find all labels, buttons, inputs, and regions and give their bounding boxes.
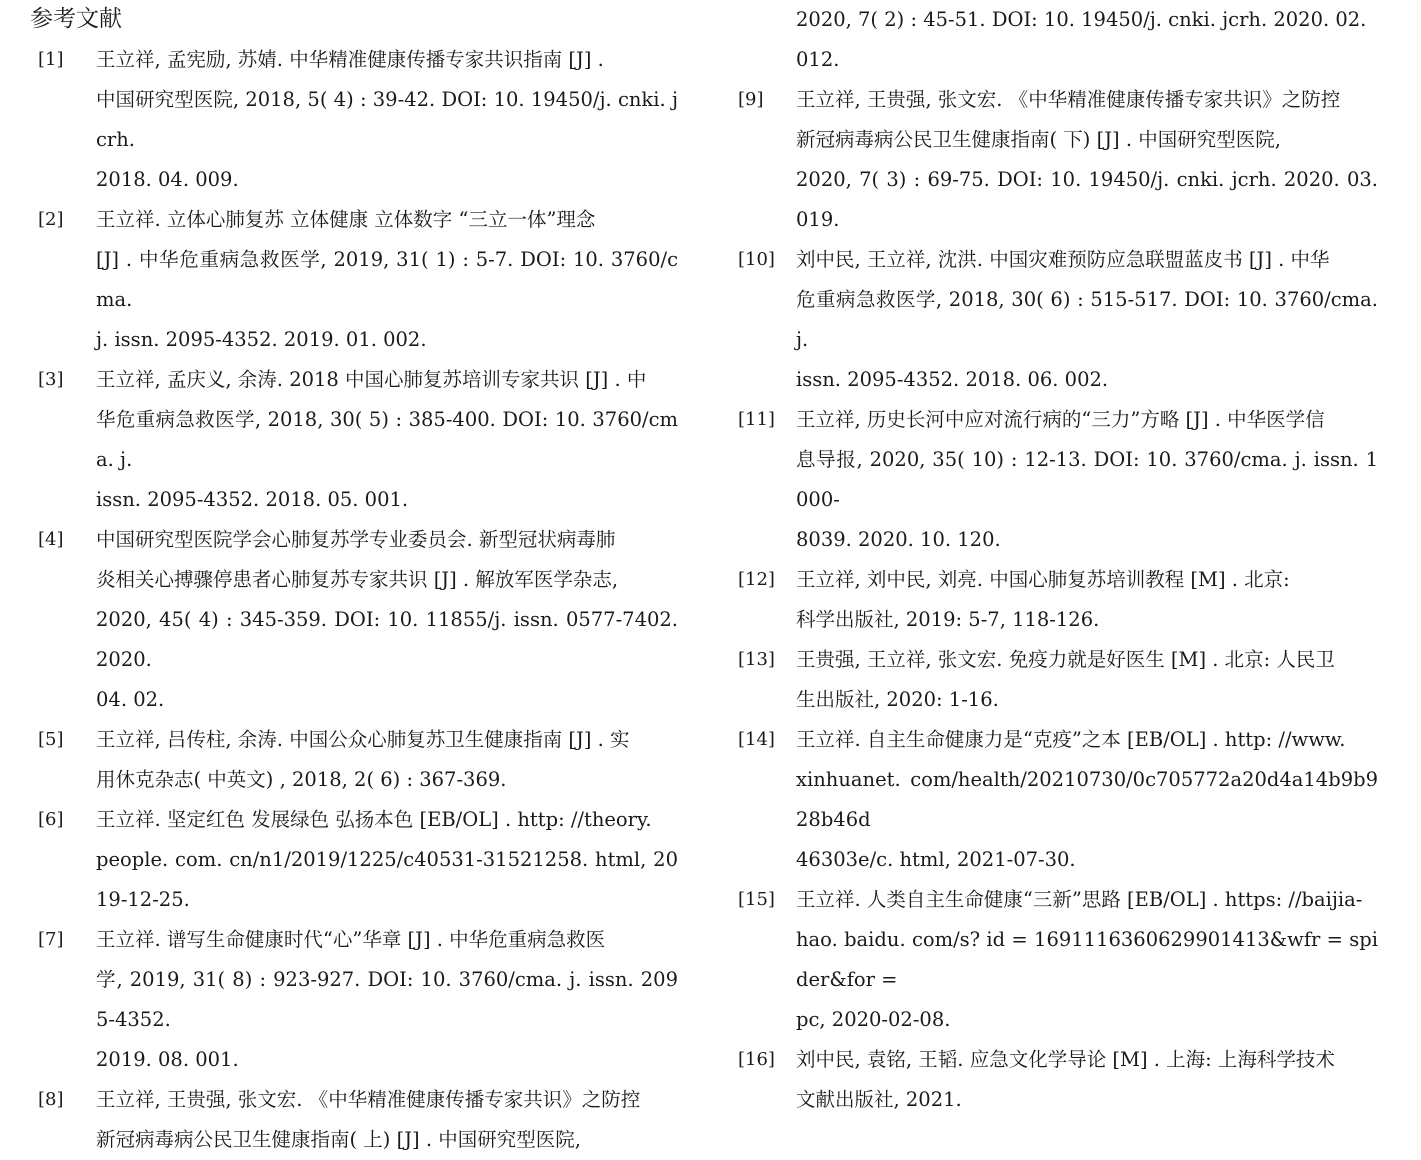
reference-number: [8] xyxy=(38,1089,64,1110)
reference-item xyxy=(38,920,678,1080)
reference-text xyxy=(96,200,678,360)
reference-line: 科学出版社, 2019: 5-7, 118-126. xyxy=(796,608,1100,631)
reference-line: j. issn. 2095-4352. 2019. 01. 002. xyxy=(96,328,427,351)
reference-item xyxy=(38,200,678,360)
reference-item xyxy=(38,520,678,720)
reference-item xyxy=(38,40,678,200)
reference-line: 炎相关心搏骤停患者心肺复苏专家共识 [J] . 解放军医学杂志, xyxy=(96,568,619,591)
reference-line: [J] . 中华危重病急救医学, 2019, 31( 1) : 5-7. DOI: 10. 3760/cma. xyxy=(96,248,678,311)
reference-line: issn. 2095-4352. 2018. 05. 001. xyxy=(96,488,409,511)
reference-number: [12] xyxy=(738,569,775,590)
reference-line: 中国研究型医院, 2018, 5( 4) : 39-42. DOI: 10. 19450/j. cnki. jcrh. xyxy=(96,88,678,151)
reference-line: 2018. 04. 009. xyxy=(96,168,239,191)
reference-line: 王立祥, 吕传柱, 余涛. 中国公众心肺复苏卫生健康指南 [J] . 实 xyxy=(96,728,630,751)
reference-number: [14] xyxy=(738,729,775,750)
reference-line: issn. 2095-4352. 2018. 06. 002. xyxy=(796,368,1109,391)
reference-line: 文献出版社, 2021. xyxy=(796,1088,962,1111)
reference-line: 中国研究型医院学会心肺复苏学专业委员会. 新型冠状病毒肺 xyxy=(96,528,616,551)
reference-line: 2020, 45( 4) : 345-359. DOI: 10. 11855/j. issn. 0577-7402. 2020. xyxy=(96,608,678,671)
reference-number: [1] xyxy=(38,49,64,70)
reference-item xyxy=(738,880,1378,1040)
reference-line: 王立祥, 历史长河中应对流行病的“三力”方略 [J] . 中华医学信 xyxy=(796,408,1325,431)
reference-number: [4] xyxy=(38,529,64,550)
reference-text xyxy=(796,640,1378,720)
reference-line: 王贵强, 王立祥, 张文宏. 免疫力就是好医生 [M] . 北京: 人民卫 xyxy=(796,648,1335,671)
reference-text xyxy=(96,800,678,920)
reference-line: 危重病急救医学, 2018, 30( 6) : 515-517. DOI: 10. 3760/cma. j. xyxy=(796,288,1378,351)
reference-number: [11] xyxy=(738,409,775,430)
reference-item xyxy=(738,720,1378,880)
reference-text xyxy=(96,360,678,520)
reference-item xyxy=(738,640,1378,720)
reference-item xyxy=(738,80,1378,240)
reference-item xyxy=(738,1040,1378,1120)
reference-text xyxy=(796,720,1378,880)
reference-line: people. com. cn/n1/2019/1225/c40531-31521258. html, 2019-12-25. xyxy=(96,848,678,911)
reference-line: 新冠病毒病公民卫生健康指南( 下) [J] . 中国研究型医院, xyxy=(796,128,1281,151)
reference-line: 王立祥, 刘中民, 刘亮. 中国心肺复苏培训教程 [M] . 北京: xyxy=(796,568,1290,591)
reference-text xyxy=(96,520,678,720)
reference-item xyxy=(738,560,1378,640)
reference-item xyxy=(38,720,678,800)
reference-line: hao. baidu. com/s? id = 1691116360629901413&wfr = spider&for = xyxy=(796,928,1378,991)
reference-item xyxy=(38,360,678,520)
reference-number: [10] xyxy=(738,249,775,270)
reference-line: 刘中民, 王立祥, 沈洪. 中国灾难预防应急联盟蓝皮书 [J] . 中华 xyxy=(796,248,1330,271)
reference-line: 华危重病急救医学, 2018, 30( 5) : 385-400. DOI: 10. 3760/cma. j. xyxy=(96,408,678,471)
reference-text xyxy=(796,240,1378,400)
reference-line: 王立祥. 自主生命健康力是“克疫”之本 [EB/OL] . http: //www. xyxy=(796,728,1346,751)
reference-number: [16] xyxy=(738,1049,775,1070)
reference-line: 王立祥. 谱写生命健康时代“心”华章 [J] . 中华危重病急救医 xyxy=(96,928,606,951)
reference-text xyxy=(96,720,678,800)
reference-text xyxy=(796,400,1378,560)
reference-item xyxy=(38,800,678,920)
reference-line: 刘中民, 袁铭, 王韬. 应急文化学导论 [M] . 上海: 上海科学技术 xyxy=(796,1048,1335,1071)
reference-line: 04. 02. xyxy=(96,688,165,711)
reference-text xyxy=(96,920,678,1080)
reference-text xyxy=(796,1040,1378,1120)
reference-line: 新冠病毒病公民卫生健康指南( 上) [J] . 中国研究型医院, xyxy=(96,1128,581,1151)
references-right-column xyxy=(738,0,1378,1120)
reference-line: pc, 2020-02-08. xyxy=(796,1008,951,1031)
reference-line: 学, 2019, 31( 8) : 923-927. DOI: 10. 3760/cma. j. issn. 2095-4352. xyxy=(96,968,678,1031)
reference-line: 2020, 7( 3) : 69-75. DOI: 10. 19450/j. cnki. jcrh. 2020. 03. 019. xyxy=(796,168,1378,231)
reference-number: [7] xyxy=(38,929,64,950)
reference-line: 生出版社, 2020: 1-16. xyxy=(796,688,999,711)
reference-number: [13] xyxy=(738,649,775,670)
reference-line: 息导报, 2020, 35( 10) : 12-13. DOI: 10. 3760/cma. j. issn. 1000- xyxy=(796,448,1378,511)
reference-line: 8039. 2020. 10. 120. xyxy=(796,528,1001,551)
reference-line: 王立祥, 王贵强, 张文宏. 《中华精准健康传播专家共识》之防控 xyxy=(796,88,1341,111)
reference-number: [6] xyxy=(38,809,64,830)
reference-number: [9] xyxy=(738,89,764,110)
reference-continuation-line: 2020, 7( 2) : 45-51. DOI: 10. 19450/j. cnki. jcrh. 2020. 02. 012. xyxy=(796,8,1367,71)
reference-item xyxy=(738,400,1378,560)
reference-line: 王立祥, 孟宪励, 苏婧. 中华精准健康传播专家共识指南 [J] . xyxy=(96,48,604,71)
reference-number: [3] xyxy=(38,369,64,390)
reference-text xyxy=(796,880,1378,1040)
reference-line: 46303e/c. html, 2021-07-30. xyxy=(796,848,1076,871)
reference-line: 用休克杂志( 中英文) , 2018, 2( 6) : 367-369. xyxy=(96,768,507,791)
reference-text xyxy=(96,1080,678,1160)
references-heading: 参考文献 xyxy=(30,6,122,32)
reference-line: 王立祥, 王贵强, 张文宏. 《中华精准健康传播专家共识》之防控 xyxy=(96,1088,641,1111)
reference-text xyxy=(796,560,1378,640)
reference-line: xinhuanet. com/health/20210730/0c705772a20d4a14b9b928b46d xyxy=(796,768,1378,831)
reference-number: [2] xyxy=(38,209,64,230)
reference-text xyxy=(796,80,1378,240)
reference-text xyxy=(96,40,678,200)
reference-line: 2019. 08. 001. xyxy=(96,1048,239,1071)
reference-item xyxy=(738,240,1378,400)
references-left-column xyxy=(38,40,678,1160)
reference-number: [5] xyxy=(38,729,64,750)
reference-line: 王立祥. 坚定红色 发展绿色 弘扬本色 [EB/OL] . http: //theory. xyxy=(96,808,652,831)
reference-line: 王立祥. 立体心肺复苏 立体健康 立体数字 “三立一体”理念 xyxy=(96,208,596,231)
reference-line: 王立祥. 人类自主生命健康“三新”思路 [EB/OL] . https: //baijia- xyxy=(796,888,1363,911)
reference-number: [15] xyxy=(738,889,775,910)
reference-item xyxy=(38,1080,678,1160)
reference-line: 王立祥, 孟庆义, 余涛. 2018 中国心肺复苏培训专家共识 [J] . 中 xyxy=(96,368,647,391)
